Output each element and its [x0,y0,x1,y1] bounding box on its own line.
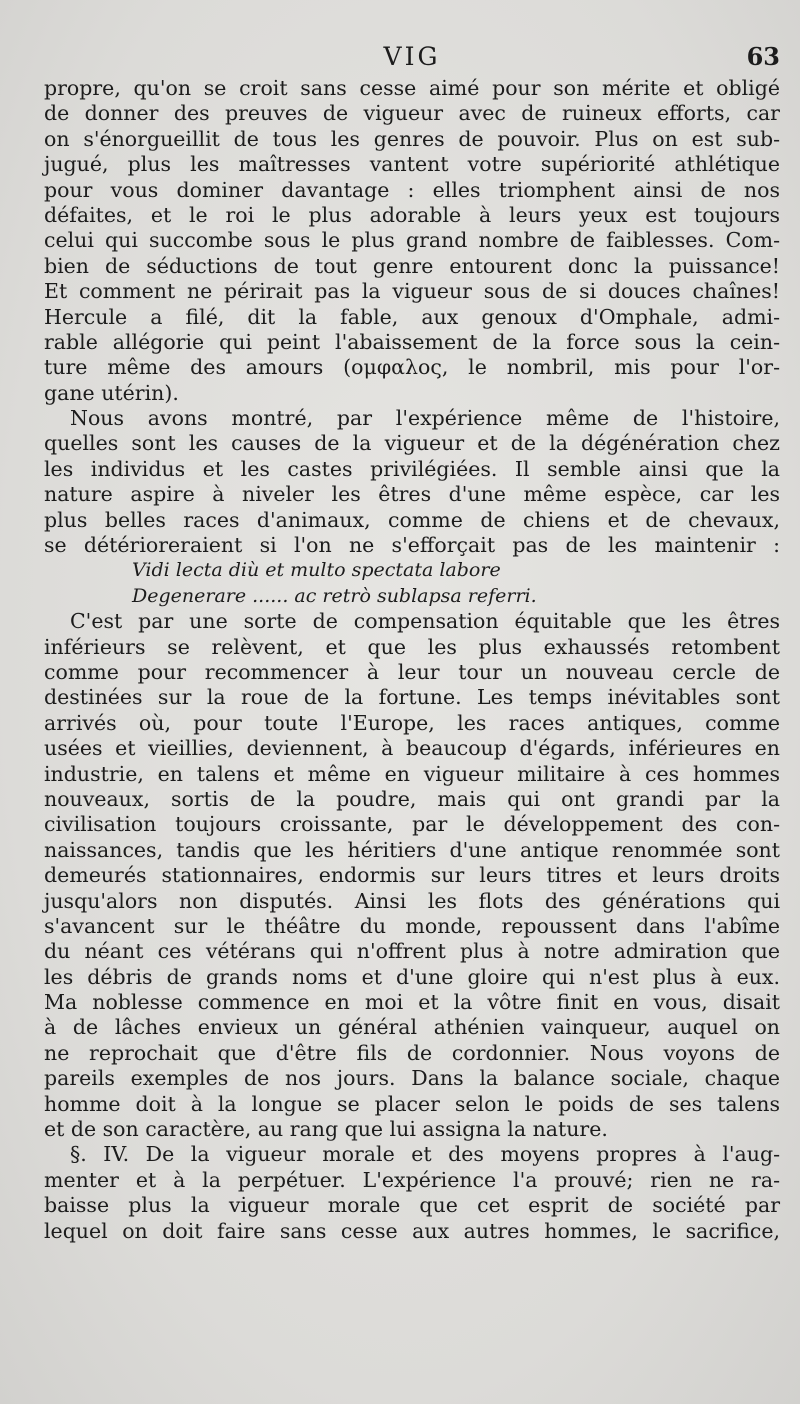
text-line: à de lâches envieux un général athénien vainqueur, auquel on [44,1015,780,1040]
text-line: usées et vieillies, deviennent, à beaucoup d'égards, inférieures en [44,736,780,761]
text-line: destinées sur la roue de la fortune. Les temps inévitables sont [44,685,780,710]
text-line: jugué, plus les maîtresses vantent votre supériorité athlétique [44,152,780,177]
text-line: Nous avons montré, par l'expérience même de l'histoire, [70,406,780,431]
running-title: VIG [383,42,441,71]
text-line: défaites, et le roi le plus adorable à leurs yeux est toujours [44,202,780,227]
text-line: on s'énorgueillit de tous les genres de pouvoir. Plus on est sub- [44,126,780,151]
text-line: Et comment ne périrait pas la vigueur sous de si douces chaînes! [44,279,780,304]
text-line: et de son caractère, au rang que lui assigna la nature. [44,1117,608,1142]
text-line: s'avancent sur le théâtre du monde, repoussent dans l'abîme [44,913,780,938]
text-line: Hercule a filé, dit la fable, aux genoux d'Omphale, admi- [44,304,780,329]
text-line: menter et à la perpétuer. L'expérience l'a prouvé; rien ne ra- [44,1167,780,1192]
text-line: pour vous dominer davantage : elles triomphent ainsi de nos [44,177,780,202]
text-line: industrie, en talens et même en vigueur militaire à ces hommes [44,761,780,786]
text-line: plus belles races d'animaux, comme de chiens et de chevaux, [44,507,780,532]
text-line: nouveaux, sortis de la poudre, mais qui ont grandi par la [44,786,780,811]
text-line: les individus et les castes privilégiées. Il semble ainsi que la [44,456,780,481]
text-line: gane utérin). [44,380,179,405]
text-line: propre, qu'on se croit sans cesse aimé pour son mérite et obligé [44,76,780,100]
text-line: arrivés où, pour toute l'Europe, les races antiques, comme [44,710,780,735]
body-text [44,76,780,1244]
page-header [44,42,780,76]
text-line: C'est par une sorte de compensation équitable que les êtres [70,609,780,634]
text-line: demeurés stationnaires, endormis sur leurs titres et leurs droits [44,863,780,888]
text-line: ne reprochait que d'être fils de cordonnier. Nous voyons de [44,1040,780,1065]
text-line: inférieurs se relèvent, et que les plus exhaussés retombent [44,634,780,659]
text-line: ture même des amours (ομφαλος, le nombril, mis pour l'or- [44,355,780,380]
text-line: comme pour recommencer à leur tour un nouveau cercle de [44,659,780,684]
text-line: les débris de grands noms et d'une gloire qui n'est plus à eux. [44,964,780,989]
text-line: nature aspire à niveler les êtres d'une même espèce, car les [44,482,780,507]
text-line: homme doit à la longue se placer selon le poids de ses talens [44,1091,780,1116]
text-line: se détérioreraient si l'on ne s'efforçait pas de les maintenir : [44,533,780,558]
text-line: bien de séductions de tout genre entourent donc la puissance! [44,253,780,278]
text-line: pareils exemples de nos jours. Dans la balance sociale, chaque [44,1066,780,1091]
text-line: baisse plus la vigueur morale que cet esprit de société par [44,1193,780,1218]
text-line: naissances, tandis que les héritiers d'une antique renommée sont [44,837,780,862]
text-line: jusqu'alors non disputés. Ainsi les flots des générations qui [44,888,780,913]
text-line: du néant ces vétérans qui n'offrent plus à notre admiration que [44,939,780,964]
section-heading-line: §. IV. De la vigueur morale et des moyens propres à l'aug- [70,1142,780,1167]
page-number: 63 [746,42,780,71]
text-line: rable allégorie qui peint l'abaissement de la force sous la cein- [44,329,780,354]
text-line: celui qui succombe sous le plus grand nombre de faiblesses. Com- [44,228,780,253]
text-line: quelles sont les causes de la vigueur et de la dégénération chez [44,431,780,456]
latin-verse-line: Degenerare ...... ac retrò sublapsa referri. [132,584,537,607]
text-line: civilisation toujours croissante, par le développement des con- [44,812,780,837]
text-line: de donner des preuves de vigueur avec de ruineux efforts, car [44,101,780,126]
text-line: lequel on doit faire sans cesse aux autres hommes, le sacrifice, [44,1218,780,1243]
text-line: Ma noblesse commence en moi et la vôtre finit en vous, disait [44,990,780,1015]
latin-verse-line: Vidi lecta diù et multo spectata labore [132,559,501,582]
